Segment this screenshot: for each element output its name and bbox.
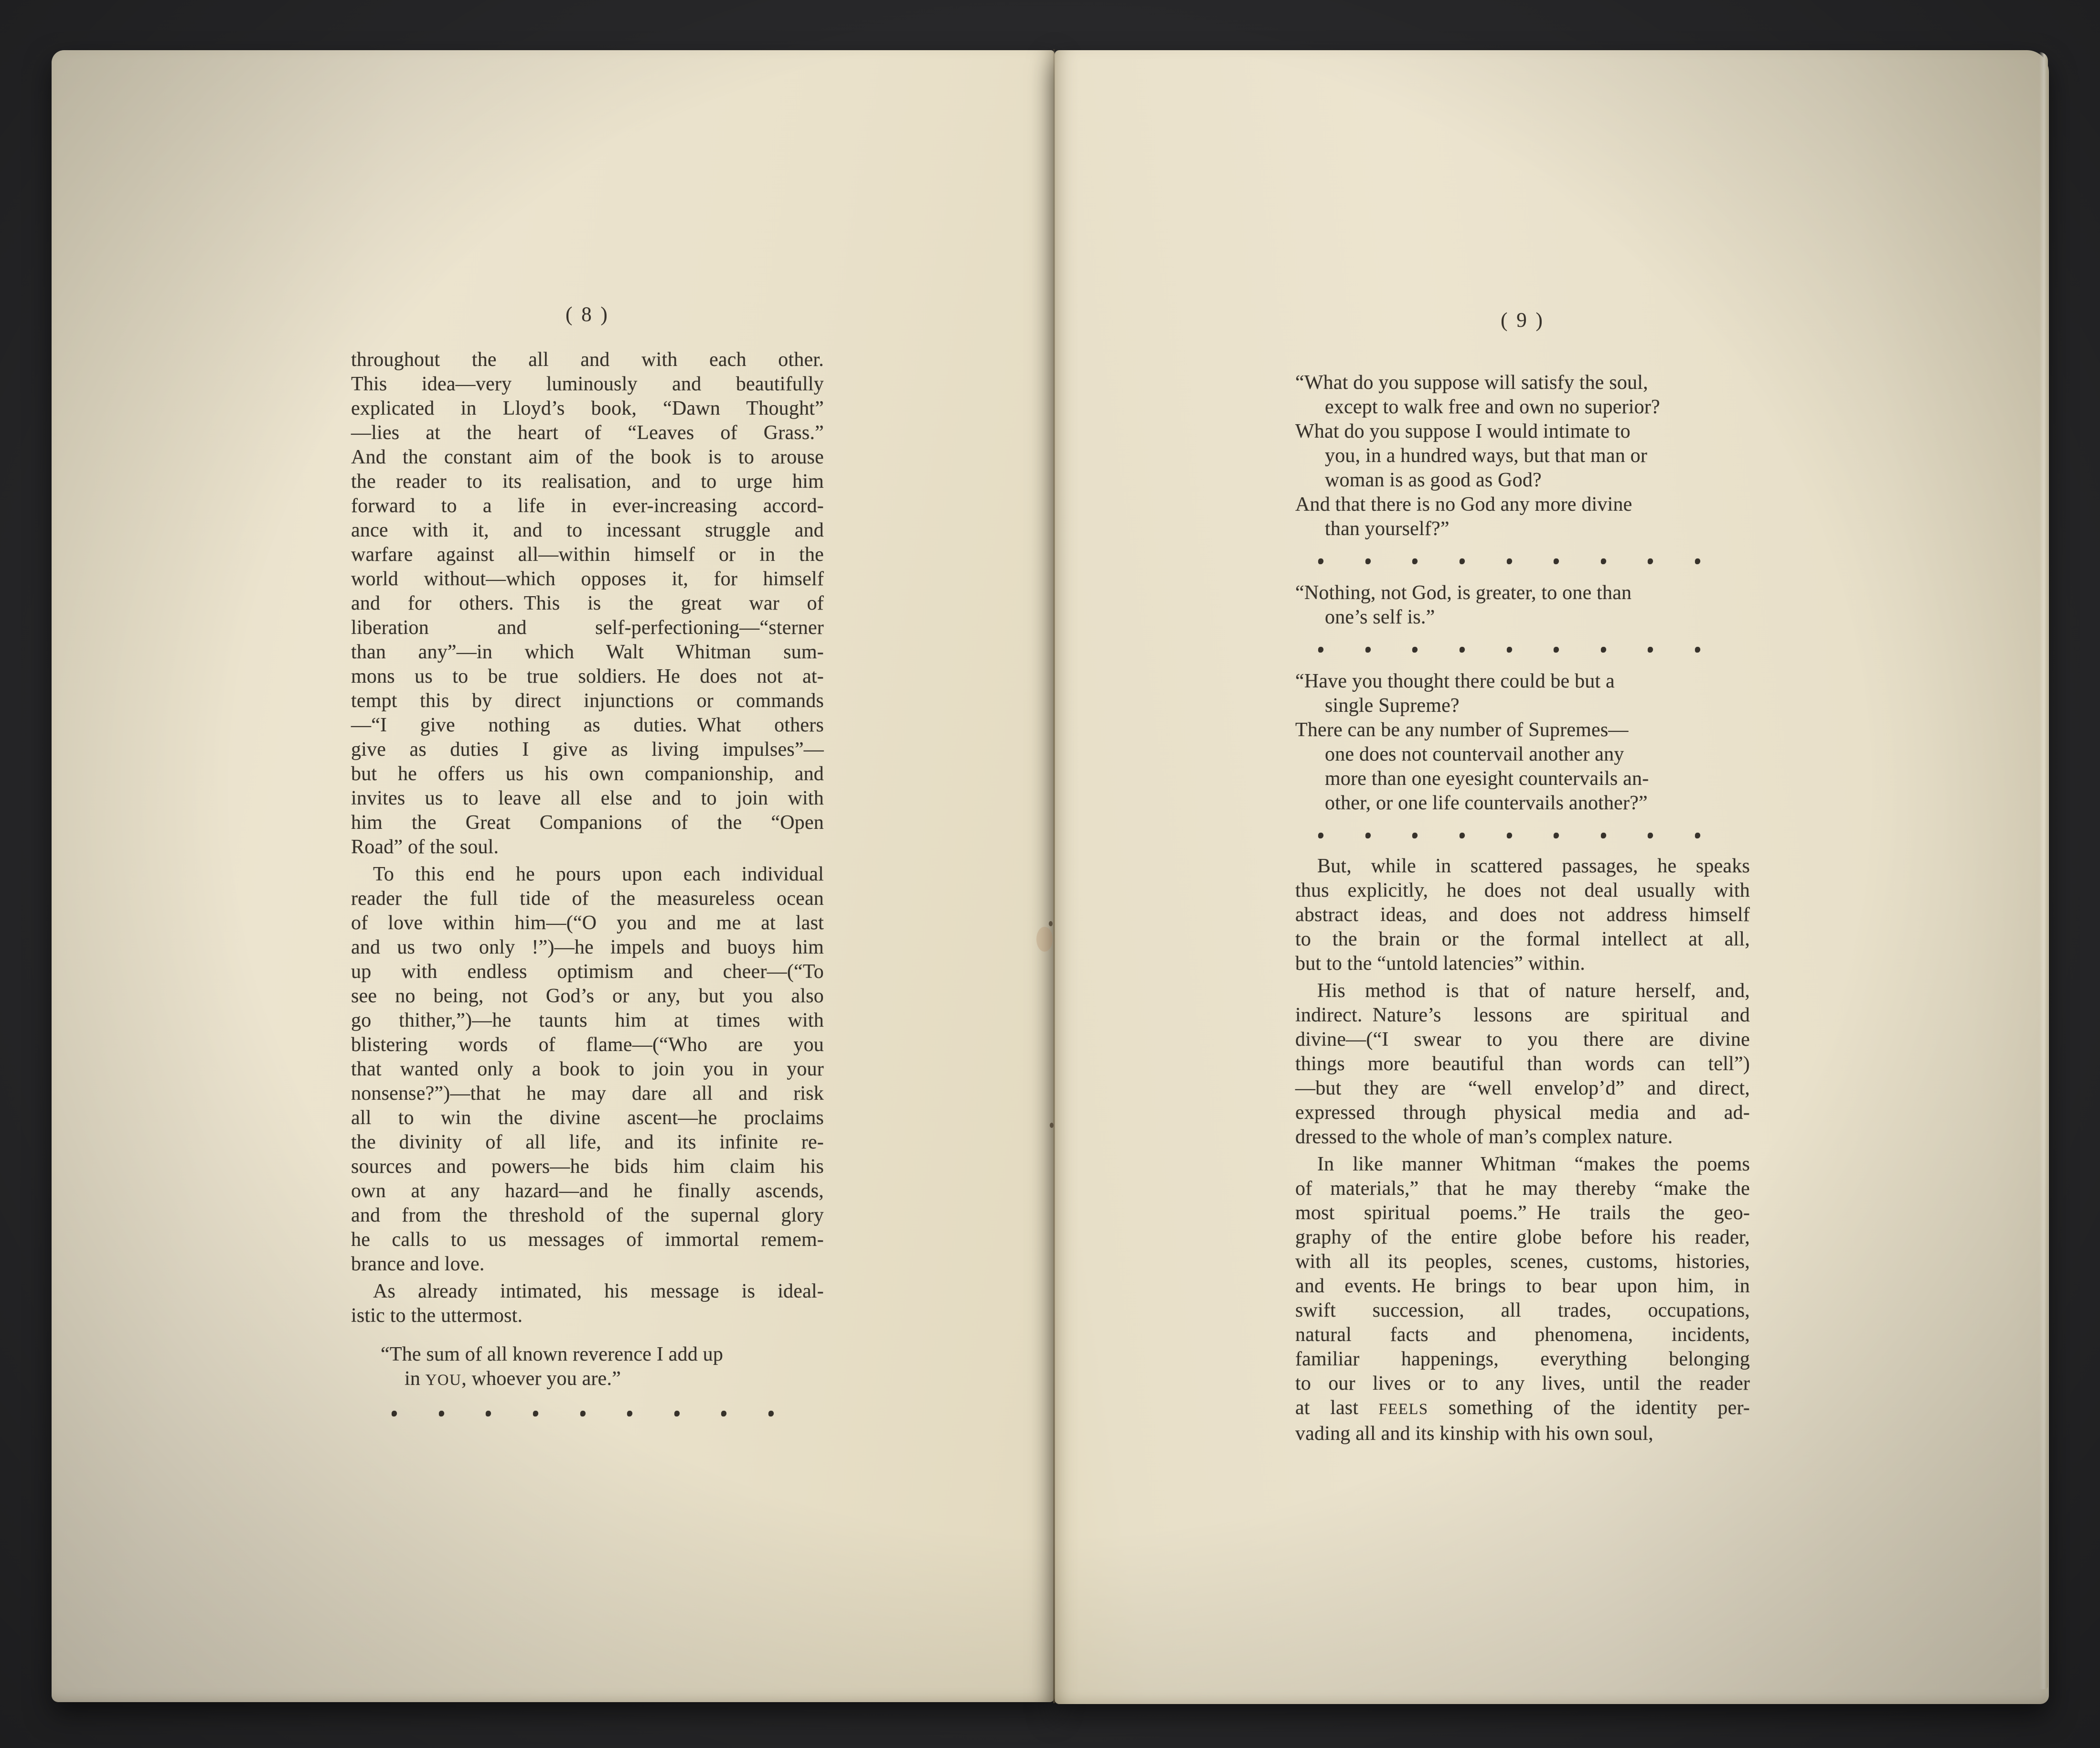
dot [580, 1411, 586, 1416]
verse-line: one’s self is.” [1325, 606, 1435, 628]
text-line: give as duties I give as living impulses”— [351, 739, 824, 761]
paragraph [1295, 854, 1750, 976]
page-9 [1055, 50, 2049, 1704]
verse-line: single Supreme? [1325, 695, 1460, 717]
text-line: throughout the all and with each other. [351, 349, 824, 371]
text-line: he calls to us messages of immortal remem- [351, 1229, 824, 1251]
text-line: of materials,” that he may thereby “make the [1295, 1178, 1750, 1200]
text-line: natural facts and phenomena, incidents, [1295, 1324, 1750, 1346]
verse-line: other, or one life countervails another?” [1325, 792, 1648, 814]
verse-line: one does not countervail another any [1325, 743, 1624, 765]
dot [1365, 833, 1371, 838]
text-line: than any”—in which Walt Whitman sum- [351, 641, 824, 663]
dot [1695, 647, 1700, 653]
text-line: all to win the divine ascent—he proclaims [351, 1107, 824, 1129]
text-line: mons us to be true soldiers. He does not at- [351, 665, 824, 687]
text-line: abstract ideas, and does not address himself [1295, 904, 1750, 926]
verse-quote [1295, 371, 1750, 541]
dot [1554, 558, 1559, 564]
text-line: but he offers us his own companionship, and [351, 763, 824, 785]
dot [674, 1411, 680, 1416]
text-line: to the brain or the formal intellect at all, [1295, 928, 1750, 950]
dot [1554, 647, 1559, 653]
dot [1412, 833, 1418, 838]
dot [1318, 647, 1323, 653]
text-line: that wanted only a book to join you in your [351, 1058, 824, 1080]
dot [1695, 558, 1700, 564]
text-line: And the constant aim of the book is to arouse [351, 446, 824, 468]
text-line: —lies at the heart of “Leaves of Grass.” [351, 422, 824, 444]
dot [1365, 558, 1371, 564]
page-number: ( 8 ) [565, 303, 609, 326]
text-line: indirect. Nature’s lessons are spiritual and [1295, 1004, 1750, 1026]
dot [721, 1411, 726, 1416]
verse-line: What do you suppose I would intimate to [1295, 420, 1631, 442]
text-line: and from the threshold of the supernal glory [351, 1204, 824, 1226]
verse-line: in YOU, whoever you are.” [405, 1368, 621, 1390]
dot [1601, 558, 1606, 564]
dot [768, 1411, 774, 1416]
paper-smudge [1036, 927, 1053, 952]
paragraph [1295, 1152, 1750, 1446]
text-line: and events. He brings to bear upon him, in [1295, 1275, 1750, 1297]
text-line: own at any hazard—and he finally ascends, [351, 1180, 824, 1202]
text-line: To this end he pours upon each individual [373, 863, 824, 885]
dot [486, 1411, 491, 1416]
text-line: warfare against all—within himself or in the [351, 544, 824, 566]
text-line: invites us to leave all else and to join with [351, 787, 824, 809]
paragraph [351, 862, 824, 1276]
text-line: reader the full tide of the measureless ocean [351, 888, 824, 910]
verse-line: you, in a hundred ways, but that man or [1325, 445, 1648, 467]
verse-quote [1295, 581, 1750, 630]
dot [1460, 558, 1465, 564]
text-line: liberation and self-perfectioning—“sterner [351, 617, 824, 639]
text-line: things more beautiful than words can tell”) [1295, 1053, 1750, 1075]
verse-line: more than one eyesight countervails an- [1325, 768, 1649, 790]
dot [439, 1411, 444, 1416]
dot [1507, 558, 1512, 564]
paragraph [351, 348, 824, 859]
small-caps-text: FEELS [1378, 1401, 1428, 1418]
dot [1601, 833, 1606, 838]
dot [1412, 647, 1418, 653]
dot [1695, 833, 1700, 838]
text-line: As already intimated, his message is ideal- [373, 1280, 824, 1302]
text-line: ance with it, and to incessant struggle and [351, 519, 824, 541]
dot [392, 1411, 397, 1416]
dot [1460, 833, 1465, 838]
page-9-blocks [1295, 371, 1750, 1446]
text-line: Road” of the soul. [351, 836, 499, 858]
verse-line: And that there is no God any more divine [1295, 493, 1632, 515]
text-line: nonsense?”)—that he may dare all and risk [351, 1083, 824, 1105]
text-line: but to the “untold latencies” within. [1295, 953, 1585, 975]
text-line: dressed to the whole of man’s complex nature. [1295, 1126, 1673, 1148]
verse-quote [351, 1342, 824, 1393]
text-line: divine—(“I swear to you there are divine [1295, 1029, 1750, 1051]
dot [1648, 558, 1653, 564]
text-line: most spiritual poems.” He trails the geo- [1295, 1202, 1750, 1224]
dot [1507, 647, 1512, 653]
page-number: ( 9 ) [1501, 309, 1545, 332]
text-line: sources and powers—he bids him claim his [351, 1156, 824, 1178]
text-line: at last FEELS something of the identity per- [1295, 1397, 1750, 1419]
text-line: swift succession, all trades, occupations, [1295, 1299, 1750, 1321]
text-line: of love within him—(“O you and me at last [351, 912, 824, 934]
text-line: him the Great Companions of the “Open [351, 812, 824, 834]
dot [1507, 833, 1512, 838]
dot [1460, 647, 1465, 653]
paragraph [1295, 979, 1750, 1149]
binding-stitch [1049, 921, 1053, 926]
text-line: the reader to its realisation, and to urge him [351, 471, 824, 493]
text-line: —but they are “well envelop’d” and direct, [1295, 1077, 1750, 1099]
dot [1318, 558, 1323, 564]
text-line: tempt this by direct injunctions or commands [351, 690, 824, 712]
text-line: graphy of the entire globe before his reader, [1295, 1226, 1750, 1248]
text-line: see no being, not God’s or any, but you also [351, 985, 824, 1007]
text-line: world without—which opposes it, for himself [351, 568, 824, 590]
dot [1554, 833, 1559, 838]
text-line: This idea—very luminously and beautifully [351, 373, 824, 395]
small-caps-text: YOU [425, 1372, 462, 1389]
text-line: istic to the uttermost. [351, 1305, 523, 1327]
verse-line: “Have you thought there could be but a [1295, 670, 1615, 692]
dot [1648, 647, 1653, 653]
dots-separator [1318, 542, 1700, 580]
verse-line: woman is as good as God? [1325, 469, 1542, 491]
dots-separator [1318, 816, 1700, 854]
text-line: brance and love. [351, 1253, 485, 1275]
text-line: go thither,”)—he taunts him at times with [351, 1009, 824, 1031]
text-line: thus explicitly, he does not deal usually with [1295, 879, 1750, 901]
verse-line: except to walk free and own no superior? [1325, 396, 1660, 418]
text-line: with all its peoples, scenes, customs, histories, [1295, 1251, 1750, 1273]
dot [533, 1411, 538, 1416]
verse-line: than yourself?” [1325, 518, 1450, 540]
page-9-text-column [1295, 308, 1750, 1446]
dot [1318, 833, 1323, 838]
dot [1648, 833, 1653, 838]
text-line: forward to a life in ever-increasing accord- [351, 495, 824, 517]
text-line: In like manner Whitman “makes the poems [1317, 1153, 1750, 1175]
verse-line: “What do you suppose will satisfy the soul, [1295, 372, 1648, 394]
dot [627, 1411, 632, 1416]
paragraph [351, 1279, 824, 1328]
dot [1412, 558, 1418, 564]
dots-separator [392, 1394, 774, 1432]
text-line: His method is that of nature herself, and, [1317, 980, 1750, 1002]
verse-line: There can be any number of Supremes— [1295, 719, 1629, 741]
verse-line: “The sum of all known reverence I add up [381, 1343, 724, 1365]
text-line: the divinity of all life, and its infinite re- [351, 1131, 824, 1153]
text-line: and for others. This is the great war of [351, 592, 824, 614]
text-line: —“I give nothing as duties. What others [351, 714, 824, 736]
verse-quote [1295, 669, 1750, 815]
verse-line: “Nothing, not God, is greater, to one than [1295, 582, 1632, 604]
dot [1365, 647, 1371, 653]
dots-separator [1318, 631, 1700, 668]
text-line: expressed through physical media and ad- [1295, 1102, 1750, 1124]
binding-fold-line [1053, 49, 1055, 1703]
dot [1601, 647, 1606, 653]
page-8-blocks [351, 348, 824, 1432]
text-line: up with endless optimism and cheer—(“To [351, 961, 824, 983]
text-line: to our lives or to any lives, until the reader [1295, 1373, 1750, 1394]
page-8 [52, 50, 1055, 1702]
text-line: vading all and its kinship with his own soul, [1295, 1423, 1653, 1445]
page-fore-edge [2039, 52, 2048, 1689]
binding-stitch [1050, 1123, 1054, 1128]
text-line: familiar happenings, everything belonging [1295, 1348, 1750, 1370]
page-8-text-column [351, 302, 824, 1432]
text-line: But, while in scattered passages, he speaks [1317, 855, 1750, 877]
text-line: explicated in Lloyd’s book, “Dawn Thought” [351, 397, 824, 419]
text-line: and us two only !”)—he impels and buoys him [351, 936, 824, 958]
text-line: blistering words of flame—(“Who are you [351, 1034, 824, 1056]
